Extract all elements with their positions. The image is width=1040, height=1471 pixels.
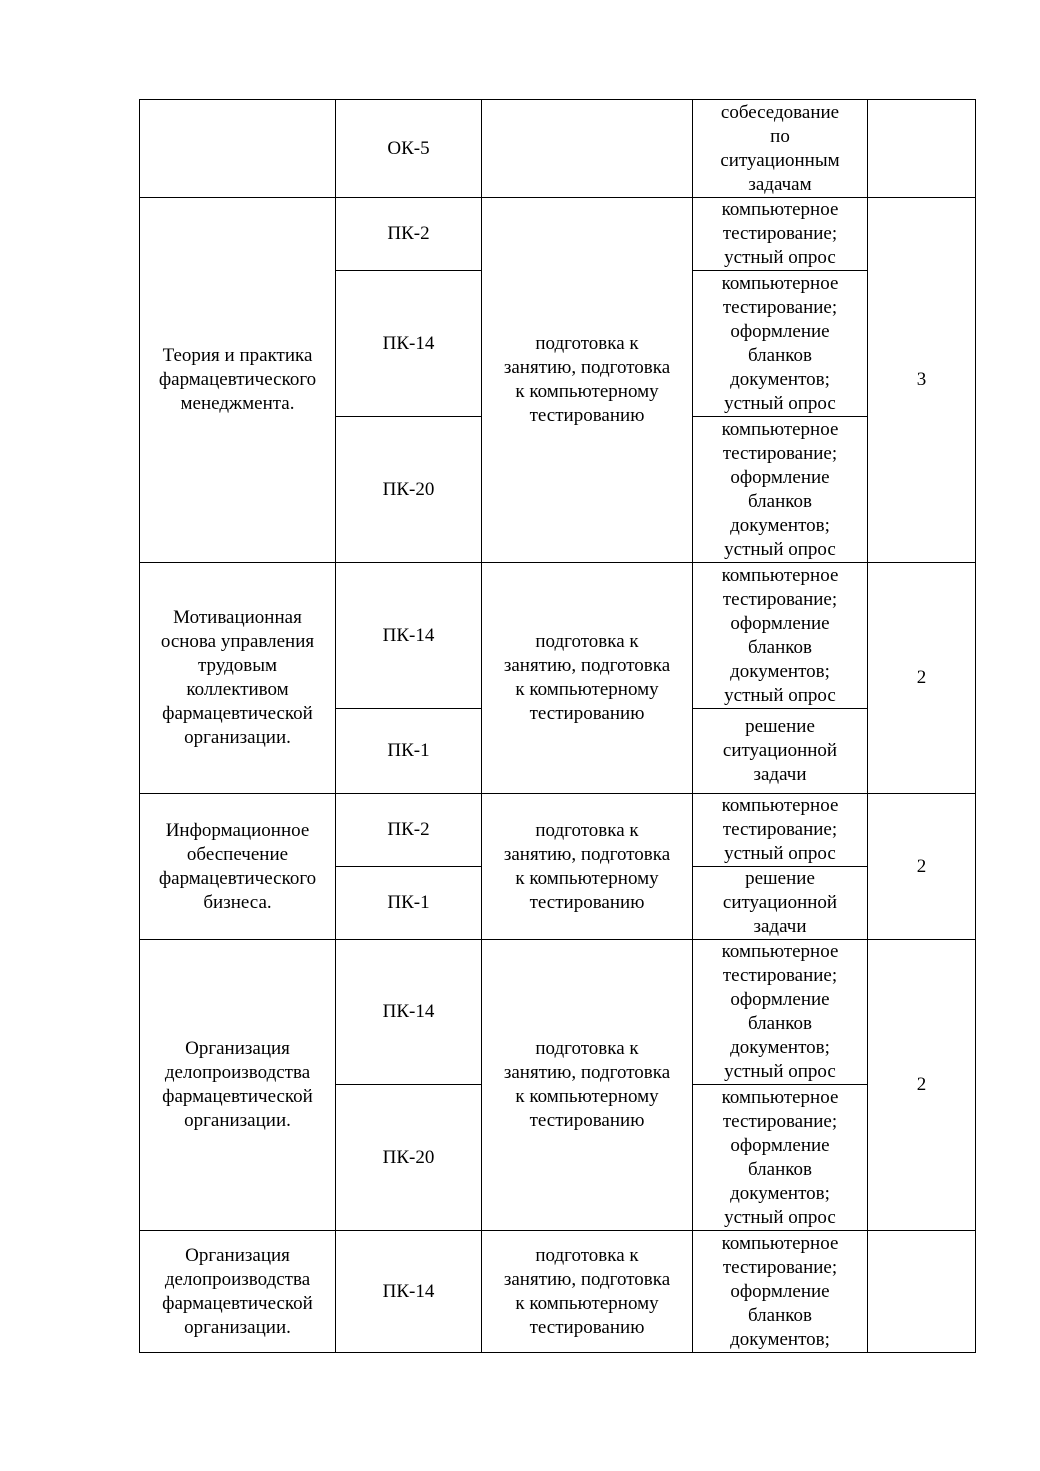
table-row — [140, 794, 976, 867]
competency-code: ПК-20 — [336, 1085, 482, 1231]
control-form-cell: компьютерное тестирование; оформление бланков документов; устный опрос — [693, 1085, 868, 1231]
control-form-cell: компьютерное тестирование; устный опрос — [693, 198, 868, 271]
competency-code: ПК-20 — [336, 417, 482, 563]
competency-code: ПК-14 — [336, 1231, 482, 1353]
competency-code: ПК-14 — [336, 563, 482, 709]
hours-cell: 2 — [868, 563, 976, 794]
topic-cell: Организация делопроизводства фармацевтической организации. — [140, 940, 336, 1231]
competency-table — [139, 99, 976, 1353]
topic-cell: Организация делопроизводства фармацевтической организации. — [140, 1231, 336, 1353]
competency-code: ПК-2 — [336, 794, 482, 867]
table-row — [140, 100, 976, 198]
competency-code: ПК-14 — [336, 940, 482, 1085]
table-row — [140, 198, 976, 271]
control-form-cell: компьютерное тестирование; оформление бланков документов; устный опрос — [693, 563, 868, 709]
work-type-cell — [482, 100, 693, 198]
control-form-cell: компьютерное тестирование; оформление бланков документов; — [693, 1231, 868, 1353]
control-form-cell: компьютерное тестирование; оформление бланков документов; устный опрос — [693, 417, 868, 563]
topic-cell — [140, 100, 336, 198]
table-row — [140, 1231, 976, 1353]
work-type-cell: подготовка к занятию, подготовка к компьютерному тестированию — [482, 940, 693, 1231]
control-form-cell: решение ситуационной задачи — [693, 867, 868, 940]
hours-cell: 3 — [868, 198, 976, 563]
competency-code: ОК-5 — [336, 100, 482, 198]
table-row — [140, 563, 976, 709]
competency-code: ПК-1 — [336, 709, 482, 794]
control-form-cell: компьютерное тестирование; оформление бланков документов; устный опрос — [693, 271, 868, 417]
work-type-cell: подготовка к занятию, подготовка к компьютерному тестированию — [482, 1231, 693, 1353]
topic-cell: Информационное обеспечение фармацевтического бизнеса. — [140, 794, 336, 940]
hours-cell — [868, 1231, 976, 1353]
topic-cell: Мотивационная основа управления трудовым коллективом фармацевтической организации. — [140, 563, 336, 794]
work-type-cell: подготовка к занятию, подготовка к компьютерному тестированию — [482, 198, 693, 563]
hours-cell: 2 — [868, 794, 976, 940]
hours-cell: 2 — [868, 940, 976, 1231]
work-type-cell: подготовка к занятию, подготовка к компьютерному тестированию — [482, 563, 693, 794]
competency-code: ПК-14 — [336, 271, 482, 417]
topic-cell: Теория и практика фармацевтического менеджмента. — [140, 198, 336, 563]
control-form-cell: решение ситуационной задачи — [693, 709, 868, 794]
work-type-cell: подготовка к занятию, подготовка к компьютерному тестированию — [482, 794, 693, 940]
control-form-cell: компьютерное тестирование; оформление бланков документов; устный опрос — [693, 940, 868, 1085]
hours-cell — [868, 100, 976, 198]
competency-code: ПК-1 — [336, 867, 482, 940]
table-row — [140, 940, 976, 1085]
control-form-cell: компьютерное тестирование; устный опрос — [693, 794, 868, 867]
control-form-cell: собеседование по ситуационным задачам — [693, 100, 868, 198]
competency-code: ПК-2 — [336, 198, 482, 271]
